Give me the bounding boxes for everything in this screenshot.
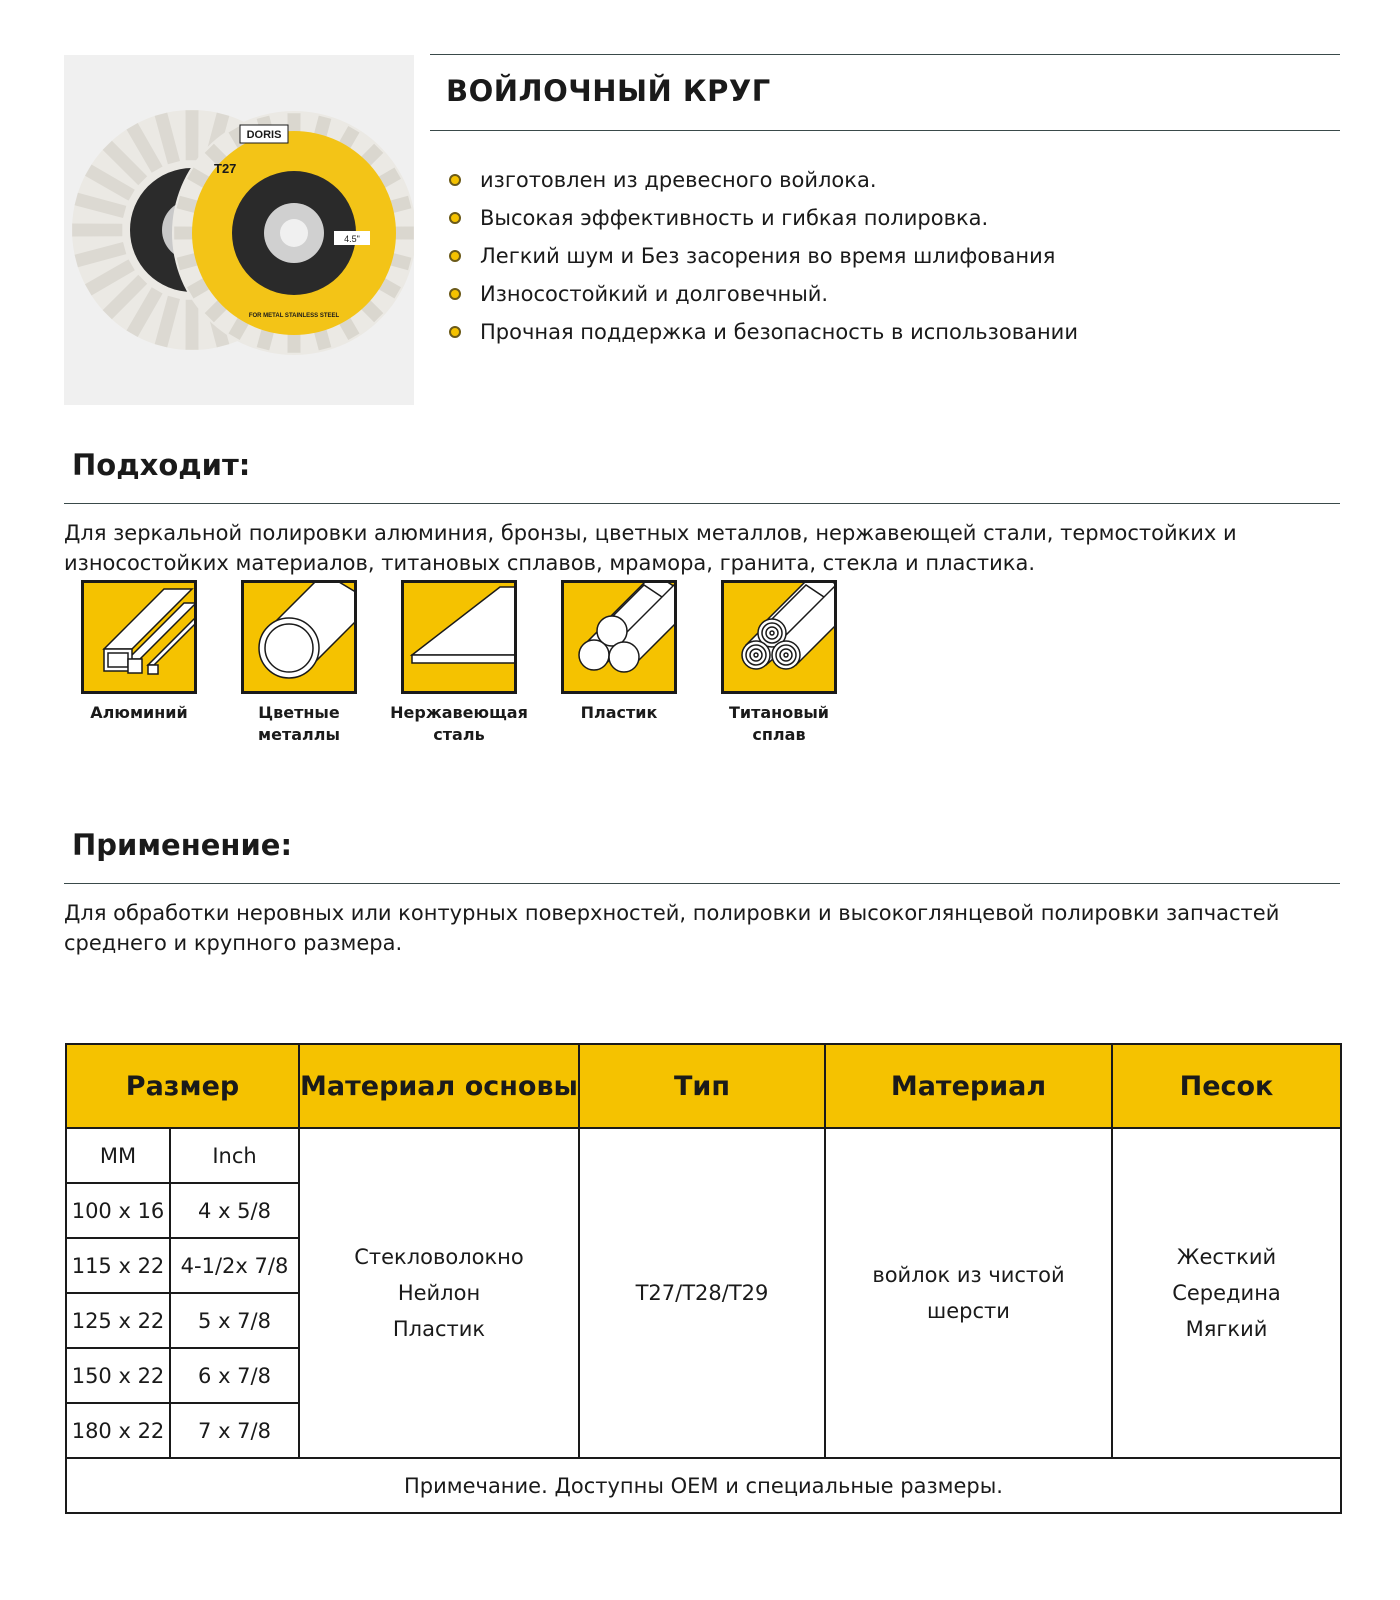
table-note-row bbox=[66, 1458, 1341, 1513]
felt-flap-disc-image bbox=[64, 55, 414, 405]
disc-size-label: 4.5" bbox=[344, 234, 360, 244]
suitable-heading: Подходит: bbox=[72, 448, 251, 482]
table-row bbox=[66, 1128, 1341, 1183]
material-label: Цветные bbox=[258, 703, 340, 722]
titanium-coils-icon bbox=[724, 583, 834, 691]
size-mm: 180 x 22 bbox=[66, 1403, 170, 1458]
feature-list bbox=[446, 163, 1078, 353]
header-size: Размер bbox=[66, 1044, 299, 1128]
header-top-rule bbox=[430, 54, 1340, 55]
size-inch: 6 x 7/8 bbox=[170, 1348, 299, 1403]
material-label: Титановый bbox=[728, 703, 830, 722]
material-cell: войлок из чистой шерсти bbox=[825, 1128, 1112, 1458]
subheader-mm: MM bbox=[66, 1128, 170, 1183]
base-material-cell: Стекловолокно Нейлон Пластик bbox=[299, 1128, 579, 1458]
size-inch: 4-1/2x 7/8 bbox=[170, 1238, 299, 1293]
type-cell: T27/T28/T29 bbox=[579, 1128, 825, 1458]
material-titanium bbox=[700, 580, 858, 746]
suitable-rule bbox=[64, 503, 1340, 504]
feature-item: Легкий шум и Без засорения во время шлифования bbox=[446, 239, 1078, 277]
size-mm: 100 x 16 bbox=[66, 1183, 170, 1238]
pipe-icon bbox=[244, 583, 354, 691]
table-header-row bbox=[66, 1044, 1341, 1128]
grit-cell: Жесткий Середина Мягкий bbox=[1112, 1128, 1341, 1458]
feature-item: Высокая эффективность и гибкая полировка. bbox=[446, 201, 1078, 239]
bullet-icon bbox=[449, 326, 461, 338]
disc-text: FOR METAL STAINLESS STEEL bbox=[248, 313, 340, 319]
size-inch: 4 x 5/8 bbox=[170, 1183, 299, 1238]
size-mm: 125 x 22 bbox=[66, 1293, 170, 1348]
material-label: Алюминий bbox=[90, 703, 188, 722]
bullet-icon bbox=[449, 288, 461, 300]
aluminum-profiles-icon bbox=[84, 583, 194, 691]
application-rule bbox=[64, 883, 1340, 884]
product-title: ВОЙЛОЧНЫЙ КРУГ bbox=[446, 74, 771, 108]
material-label-line2: сталь bbox=[433, 725, 485, 744]
header-type: Тип bbox=[579, 1044, 825, 1128]
feature-item: Прочная поддержка и безопасность в использовании bbox=[446, 315, 1078, 353]
material-label-line2: сплав bbox=[752, 725, 806, 744]
header-base-material: Материал основы bbox=[299, 1044, 579, 1128]
bullet-icon bbox=[449, 250, 461, 262]
material-label: Нержавеющая bbox=[390, 703, 528, 722]
product-image bbox=[64, 55, 414, 405]
material-nonferrous bbox=[220, 580, 378, 746]
felt-flap bbox=[186, 300, 199, 350]
bullet-icon bbox=[449, 212, 461, 224]
material-aluminum bbox=[60, 580, 218, 746]
bullet-icon bbox=[449, 174, 461, 186]
disc-type-label: T27 bbox=[214, 161, 237, 176]
disc-brand: DORIS bbox=[246, 129, 282, 141]
felt-flap bbox=[72, 224, 122, 237]
spec-table bbox=[65, 1043, 1342, 1514]
felt-flap bbox=[186, 110, 199, 160]
size-mm: 150 x 22 bbox=[66, 1348, 170, 1403]
feature-item: Износостойкий и долговечный. bbox=[446, 277, 1078, 315]
material-icons bbox=[60, 580, 860, 746]
size-inch: 7 x 7/8 bbox=[170, 1403, 299, 1458]
material-plastic bbox=[540, 580, 698, 746]
material-stainless bbox=[380, 580, 538, 746]
header-material: Материал bbox=[825, 1044, 1112, 1128]
plastic-rods-icon bbox=[564, 583, 674, 691]
size-inch: 5 x 7/8 bbox=[170, 1293, 299, 1348]
application-heading: Применение: bbox=[72, 828, 293, 862]
suitable-text: Для зеркальной полировки алюминия, бронзы, цветных металлов, нержавеющей стали, термостойких и износостойких материалов, титановых сплавов, мрамора, гранита, стекла и пластика. bbox=[64, 521, 1237, 575]
header-bottom-rule bbox=[430, 130, 1340, 131]
material-label: Пластик bbox=[580, 703, 658, 722]
steel-sheet-icon bbox=[404, 583, 514, 691]
table-note: Примечание. Доступны OEM и специальные размеры. bbox=[66, 1458, 1341, 1513]
application-text: Для обработки неровных или контурных поверхностей, полировки и высокоглянцевой полировки запчастей среднего и крупного размера. bbox=[64, 901, 1280, 955]
subheader-inch: Inch bbox=[170, 1128, 299, 1183]
size-mm: 115 x 22 bbox=[66, 1238, 170, 1293]
header-grit: Песок bbox=[1112, 1044, 1341, 1128]
feature-item: изготовлен из древесного войлока. bbox=[446, 163, 1078, 201]
material-label-line2: металлы bbox=[258, 725, 340, 744]
